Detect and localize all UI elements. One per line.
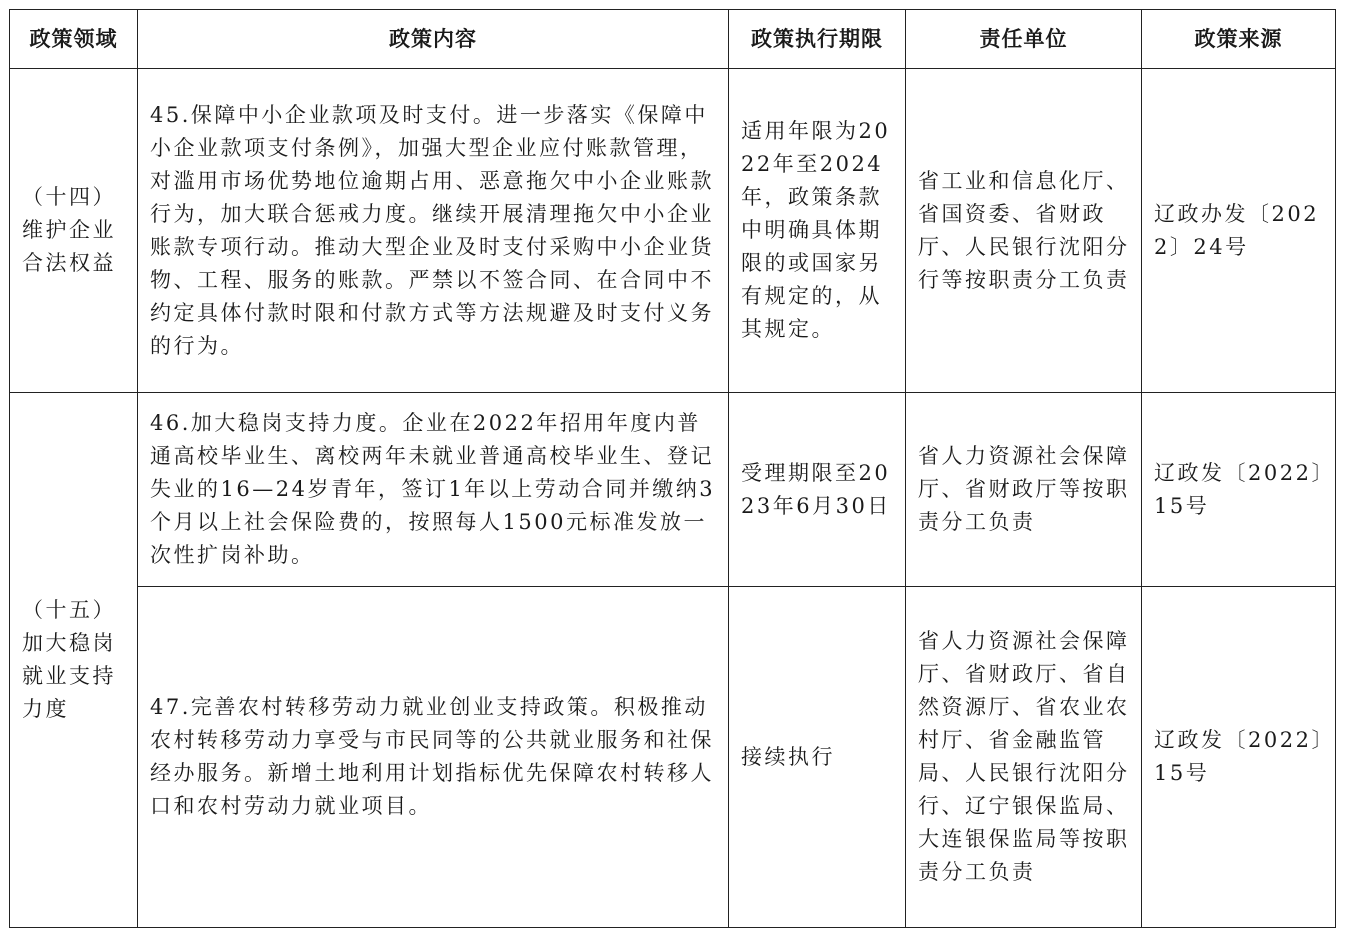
execution-period-cell (729, 587, 906, 928)
header-responsible-unit: 责任单位 (906, 10, 1142, 69)
policy-content-text: 45.保障中小企业款项及时支付。进一步落实《保障中小企业款项支付条例》，加强大型企业应付账款管理，对滥用市场优势地位逾期占用、恶意拖欠中小企业账款行为，加大联合惩戒力度。继续开展清理拖欠中小企业账款专项行动。推动大型企业及时支付采购中小企业货物、工程、服务的账款。严禁以不签合同、在合同中不约定具体付款时限和付款方式等方法规避及时支付义务的行为。 (150, 102, 714, 358)
header-policy-area: 政策领域 (10, 10, 138, 69)
policy-area-cell (10, 393, 138, 928)
policy-area-cell (10, 69, 138, 393)
policy-source-text: 辽政办发〔2022〕24号 (1154, 201, 1320, 259)
header-policy-source: 政策来源 (1142, 10, 1336, 69)
policy-content-cell (138, 69, 729, 393)
policy-area-text: （十四）维护企业合法权益 (22, 185, 116, 275)
execution-period-text: 适用年限为2022年至2024年，政策条款中明确具体期限的或国家另有规定的，从其规定。 (741, 119, 891, 341)
responsible-unit-cell (906, 587, 1142, 928)
header-row (10, 10, 1336, 69)
table-row (10, 587, 1336, 928)
policy-source-cell (1142, 393, 1336, 587)
policy-table (9, 9, 1336, 928)
policy-source-text: 辽政发〔2022〕15号 (1154, 728, 1325, 785)
policy-content-text: 47.完善农村转移劳动力就业创业支持政策。积极推动农村转移劳动力享受与市民同等的公共就业服务和社保经办服务。新增土地利用计划指标优先保障农村转移人口和农村劳动力就业项目。 (150, 695, 714, 818)
execution-period-text: 受理期限至2023年6月30日 (741, 460, 891, 518)
execution-period-text: 接续执行 (741, 744, 835, 769)
execution-period-cell (729, 69, 906, 393)
table-row (10, 393, 1336, 587)
responsible-unit-cell (906, 393, 1142, 587)
policy-source-cell (1142, 69, 1336, 393)
header-policy-content: 政策内容 (138, 10, 729, 69)
responsible-unit-cell (906, 69, 1142, 393)
execution-period-cell (729, 393, 906, 587)
policy-content-text: 46.加大稳岗支持力度。企业在2022年招用年度内普通高校毕业生、离校两年未就业普通高校毕业生、登记失业的16—24岁青年，签订1年以上劳动合同并缴纳3个月以上社会保险费的，按照每人1500元标准发放一次性扩岗补助。 (150, 411, 716, 567)
policy-content-cell (138, 393, 729, 587)
responsible-unit-text: 省工业和信息化厅、省国资委、省财政厅、人民银行沈阳分行等按职责分工负责 (918, 168, 1130, 292)
policy-content-cell (138, 587, 729, 928)
policy-source-cell (1142, 587, 1336, 928)
header-execution-period: 政策执行期限 (729, 10, 906, 69)
responsible-unit-text: 省人力资源社会保障厅、省财政厅、省自然资源厅、省农业农村厅、省金融监管局、人民银行沈阳分行、辽宁银保监局、大连银保监局等按职责分工负责 (918, 629, 1130, 884)
table-row (10, 69, 1336, 393)
responsible-unit-text: 省人力资源社会保障厅、省财政厅等按职责分工负责 (918, 444, 1130, 534)
policy-source-text: 辽政发〔2022〕15号 (1154, 460, 1325, 518)
policy-area-text: （十五）加大稳岗就业支持力度 (22, 598, 116, 721)
